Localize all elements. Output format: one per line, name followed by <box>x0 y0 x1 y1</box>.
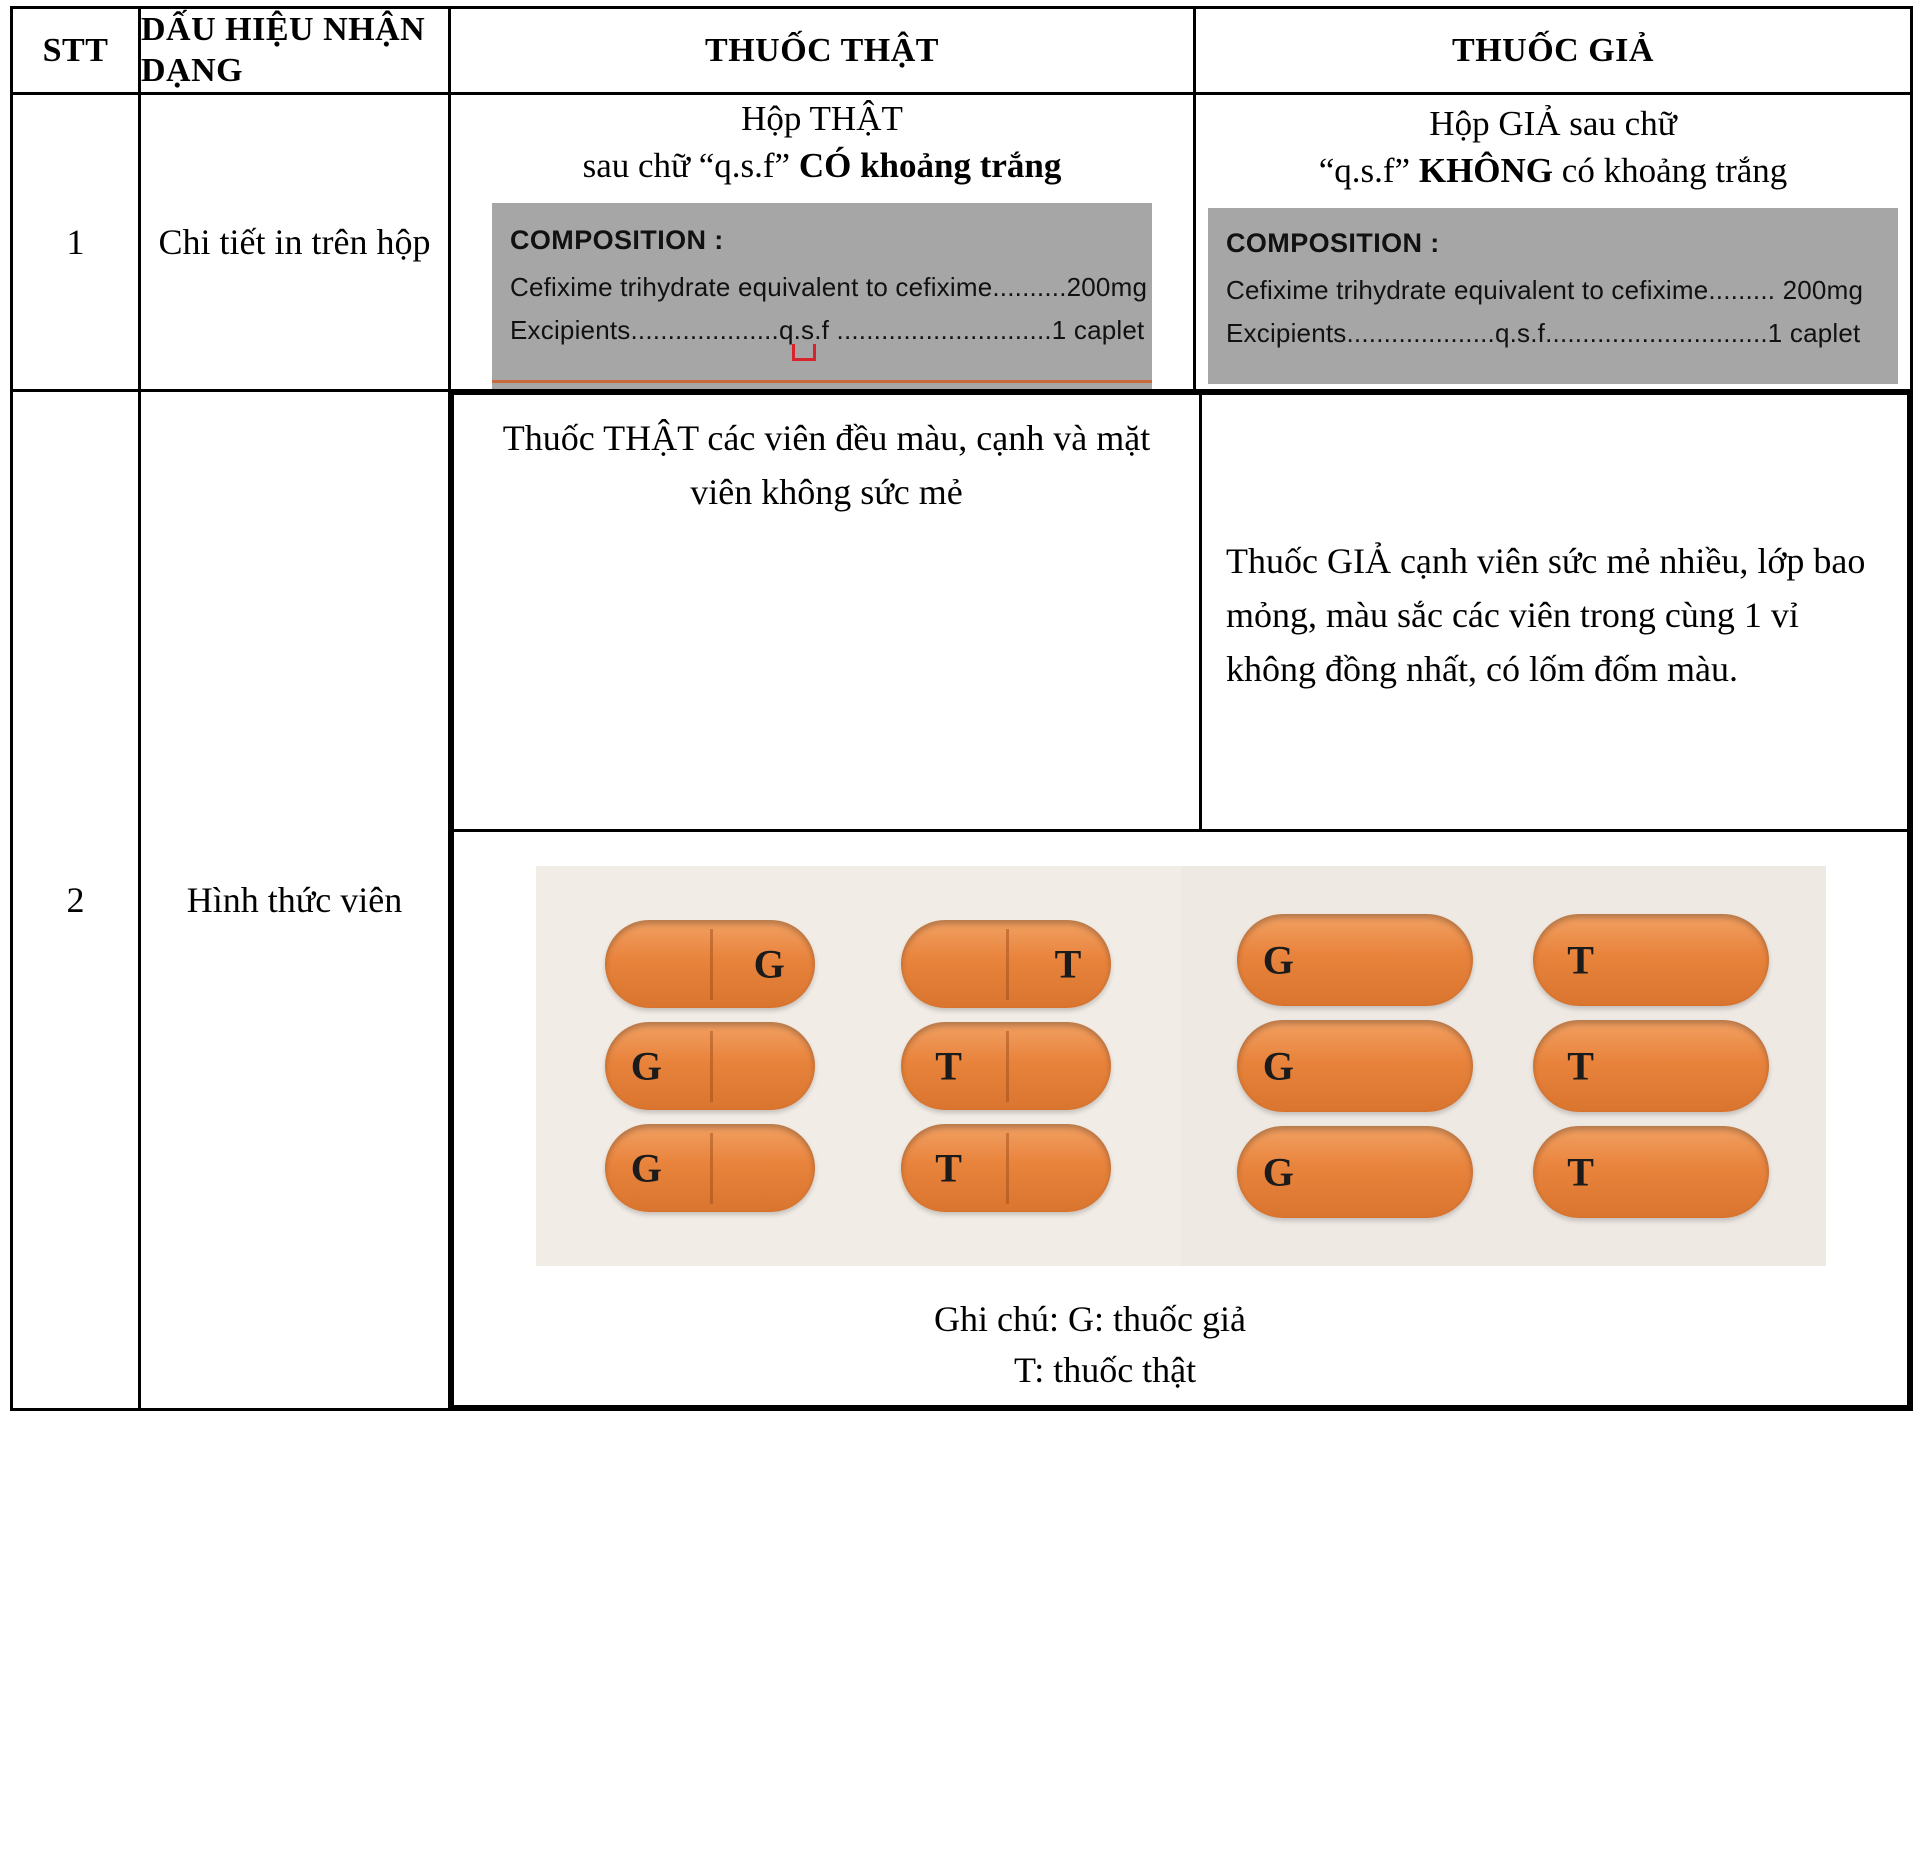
row1-fake-caption-line1: Hộp GIẢ sau chữ <box>1429 103 1677 143</box>
pill-mark: T <box>1567 937 1594 983</box>
row2-text-row <box>453 394 1909 831</box>
pill-mark: T <box>935 1145 962 1191</box>
row2-photo-cell <box>453 831 1909 1407</box>
header-row <box>12 8 1912 94</box>
row1-real-cell <box>450 93 1195 391</box>
pill-score-line <box>710 1133 713 1203</box>
pill-mark: T <box>1567 1149 1594 1195</box>
pill-g4 <box>1237 914 1473 1006</box>
pill-mark: G <box>753 941 785 987</box>
row2-real-text-cell <box>453 394 1201 831</box>
pill-comparison-photo <box>536 866 1826 1266</box>
pill-column-t-left <box>901 920 1111 1212</box>
real-composition-title: COMPOSITION : <box>510 225 724 256</box>
comparison-table <box>10 6 1913 1411</box>
row-number-1: 1 <box>12 93 140 391</box>
pill-g3 <box>605 1124 815 1212</box>
note-line-2: T: thuốc thật <box>1014 1349 1197 1390</box>
row1-real-caption-line1: Hộp THẬT <box>741 98 903 138</box>
pill-score-line <box>1006 1031 1009 1101</box>
photo-half-right <box>1181 866 1826 1266</box>
photo-half-left <box>536 866 1181 1266</box>
pill-score-line <box>1006 929 1009 999</box>
pill-photo-wrap <box>454 832 1907 1276</box>
row-sign-1: Chi tiết in trên hộp <box>140 93 450 391</box>
real-composition-line1: Cefixime trihydrate equivalent to cefixime..........200mg <box>510 272 1148 303</box>
fake-composition-image <box>1208 208 1898 384</box>
image-underline <box>492 380 1152 383</box>
row1-fake-caption-bold: KHÔNG <box>1418 151 1554 191</box>
column-header-sign: DẤU HIỆU NHẬN DẠNG <box>140 8 450 94</box>
fake-composition-line1: Cefixime trihydrate equivalent to cefixime......... 200mg <box>1226 275 1864 306</box>
row-number-2: 2 <box>12 391 140 1410</box>
pill-score-line <box>710 1031 713 1101</box>
table-row <box>12 391 1912 1410</box>
real-composition-image <box>492 203 1152 389</box>
fake-composition-title: COMPOSITION : <box>1226 228 1440 259</box>
real-composition-line2: Excipients....................q.s.f .............................1 caplet <box>510 315 1145 346</box>
pill-t4 <box>1533 914 1769 1006</box>
row2-photo-row <box>453 831 1909 1407</box>
pill-column-g-right <box>1237 914 1473 1218</box>
row2-real-spacer <box>454 529 1199 829</box>
column-header-stt: STT <box>12 8 140 94</box>
pill-t3 <box>901 1124 1111 1212</box>
pill-g5 <box>1237 1020 1473 1112</box>
table-body <box>12 93 1912 1409</box>
pill-mark: G <box>1262 1043 1294 1089</box>
pill-mark: T <box>935 1043 962 1089</box>
table-row <box>12 93 1912 391</box>
row-sign-2: Hình thức viên <box>140 391 450 1410</box>
column-header-fake: THUỐC GIẢ <box>1195 8 1912 94</box>
pill-mark: G <box>630 1145 662 1191</box>
table-header <box>12 8 1912 94</box>
row1-real-caption-pre: sau chữ “q.s.f” <box>582 146 799 186</box>
pill-g6 <box>1237 1126 1473 1218</box>
pill-mark: T <box>1054 941 1082 987</box>
row2-fake-text: Thuốc GIẢ cạnh viên sức mẻ nhiều, lớp bao mỏng, màu sắc các viên trong cùng 1 vỉ không đồng nhất, có lốm đốm màu. <box>1226 541 1866 690</box>
pill-t6 <box>1533 1126 1769 1218</box>
pill-g1 <box>605 920 815 1008</box>
pill-column-g-left <box>605 920 815 1212</box>
row1-real-caption <box>451 95 1193 190</box>
gap-marker-icon <box>792 344 816 361</box>
pill-mark: T <box>1567 1043 1594 1089</box>
row1-fake-cell <box>1195 93 1912 391</box>
pill-t1 <box>901 920 1111 1008</box>
row1-fake-caption-post: có khoảng trắng <box>1553 151 1788 191</box>
row1-real-caption-line2 <box>451 142 1193 189</box>
fake-composition-line2: Excipients....................q.s.f..............................1 caplet <box>1226 318 1861 349</box>
pill-mark: G <box>1262 937 1294 983</box>
pill-t5 <box>1533 1020 1769 1112</box>
pill-score-line <box>710 929 713 999</box>
row2-content-cell <box>450 391 1912 1410</box>
pill-mark: G <box>630 1043 662 1089</box>
row1-fake-caption-pre: “q.s.f” <box>1318 151 1419 191</box>
row1-fake-caption <box>1196 100 1910 195</box>
pill-column-t-right <box>1533 914 1769 1218</box>
row1-real-caption-bold: CÓ khoảng trắng <box>798 146 1062 186</box>
row2-fake-text-cell <box>1201 394 1909 831</box>
row2-subtable <box>451 392 1910 1408</box>
pill-g2 <box>605 1022 815 1110</box>
photo-note <box>454 1276 1907 1405</box>
note-line-1: Ghi chú: G: thuốc giả <box>934 1299 1246 1340</box>
pill-score-line <box>1006 1133 1009 1203</box>
row2-real-text: Thuốc THẬT các viên đều màu, cạnh và mặt viên không sức mẻ <box>502 418 1151 513</box>
pill-mark: G <box>1262 1149 1294 1195</box>
column-header-real: THUỐC THẬT <box>450 8 1195 94</box>
pill-t2 <box>901 1022 1111 1110</box>
row1-fake-caption-line2 <box>1196 147 1910 194</box>
